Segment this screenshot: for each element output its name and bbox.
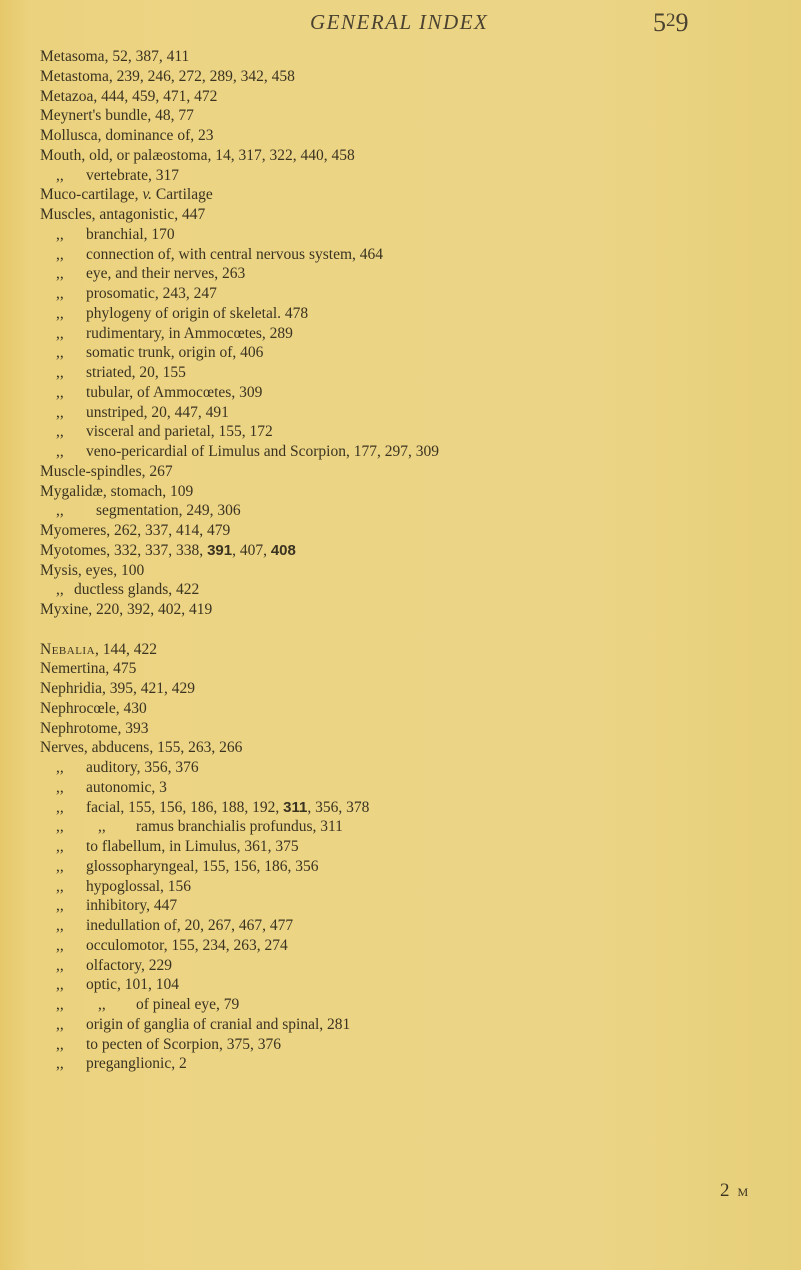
index-subentry: [40, 936, 760, 956]
ditto-mark: ,,: [56, 581, 64, 599]
index-entry: [40, 482, 760, 502]
index-subentry: [40, 1035, 760, 1055]
ditto-mark: ,,: [56, 838, 64, 855]
index-entry: [40, 679, 760, 699]
index-entry: [40, 185, 760, 205]
index-subentry: [40, 1015, 760, 1035]
ditto-mark: ,,: [56, 502, 64, 520]
index-entry: [40, 205, 760, 225]
index-entry: [40, 600, 760, 620]
running-head: GENERAL INDEX: [310, 10, 489, 34]
bold-page-reference: 408: [270, 541, 296, 559]
index-entry: [40, 561, 760, 581]
index-subentry: [40, 442, 760, 462]
index-subentry: [40, 403, 760, 423]
entry-text: Myotomes, 332, 337, 338,: [40, 541, 208, 559]
ditto-mark: ,,: [56, 324, 64, 342]
entry-text: glossopharyngeal, 155, 156, 186, 356: [86, 857, 319, 875]
entry-text: connection of, with central nervous system, 464: [86, 245, 384, 263]
ditto-mark: ,,: [56, 423, 64, 441]
index-entry: [40, 47, 760, 67]
index-subentry: [40, 422, 760, 442]
entry-text: auditory, 356, 376: [86, 759, 199, 776]
index-subentry: [40, 916, 760, 936]
entry-text: Muscles, antagonistic, 447: [40, 206, 206, 223]
ditto-mark: ,,: [56, 1055, 64, 1073]
section-gap: [40, 620, 760, 640]
ditto-mark: ,,: [56, 166, 64, 184]
entry-text: ductless glands, 422: [74, 581, 200, 599]
ditto-mark: ,,: [56, 304, 64, 322]
index-subentry: [40, 580, 760, 600]
entry-text: olfactory, 229: [86, 956, 172, 974]
index-subentry: [40, 817, 760, 837]
index-subentry: [40, 837, 760, 857]
index-subentry: [40, 857, 760, 877]
entry-text: Nephridia, 395, 421, 429: [40, 680, 195, 697]
ditto-mark: ,,: [56, 383, 64, 401]
ditto-mark: ,,: [56, 1015, 64, 1033]
entry-text: Mygalidæ, stomach, 109: [40, 482, 194, 500]
entry-text: Cartilage: [152, 186, 213, 204]
ditto-mark: ,,: [56, 245, 64, 263]
entry-text: striated, 20, 155: [86, 364, 186, 381]
index-entry: [40, 67, 760, 87]
page-number: [653, 8, 689, 38]
ditto-mark: ,,: [56, 996, 64, 1013]
entry-text: veno-pericardial of Limulus and Scorpion, 177, 297, 309: [86, 443, 439, 460]
index-subentry: [40, 284, 760, 304]
ditto-mark: ,,: [56, 344, 64, 362]
ditto-mark: ,,: [56, 798, 64, 816]
index-subentry: [40, 896, 760, 916]
index-subentry: [40, 995, 760, 1015]
entry-text: Metasoma, 52, 387, 411: [40, 48, 190, 65]
ditto-mark: ,,: [56, 976, 64, 994]
cross-reference-marker: v.: [142, 186, 153, 204]
index-subentry: [40, 877, 760, 897]
entry-text: Nemertina, 475: [40, 660, 137, 678]
entry-text: to flabellum, in Limulus, 361, 375: [86, 838, 299, 855]
entry-text: Mouth, old, or palæostoma, 14, 317, 322, 440, 458: [40, 146, 355, 164]
entry-text: inedullation of, 20, 267, 467, 477: [86, 917, 294, 934]
index-subentry: [40, 798, 760, 818]
index-subentry: [40, 324, 760, 344]
index-subentry: [40, 166, 760, 186]
entry-text: Mollusca, dominance of, 23: [40, 127, 214, 144]
ditto-mark-nested: ,,: [98, 996, 106, 1013]
page-number-digit: 2: [666, 10, 676, 31]
page-number-digit: 9: [675, 8, 689, 37]
entry-text: visceral and parietal, 155, 172: [86, 423, 273, 441]
ditto-mark: ,,: [56, 857, 64, 875]
index-subentry: [40, 758, 760, 778]
entry-text: segmentation, 249, 306: [96, 502, 241, 520]
index-entry: [40, 521, 760, 541]
entry-text: rudimentary, in Ammocœtes, 289: [86, 324, 293, 342]
index-entry: [40, 146, 760, 166]
entry-text: prosomatic, 243, 247: [86, 285, 217, 302]
index-subentry: [40, 363, 760, 383]
page-number-digit: 5: [653, 8, 666, 37]
entry-text: , 356, 378: [307, 798, 370, 816]
entry-text: ramus branchialis profundus, 311: [136, 818, 343, 836]
index-subentry: [40, 304, 760, 324]
entry-text: facial, 155, 156, 186, 188, 192,: [86, 798, 284, 816]
index-subentry: [40, 956, 760, 976]
ditto-mark: ,,: [56, 877, 64, 895]
ditto-mark: ,,: [56, 897, 64, 915]
ditto-mark: ,,: [56, 956, 64, 974]
index-subentry: [40, 225, 760, 245]
entry-text: Muco-cartilage,: [40, 186, 143, 204]
ditto-mark: ,,: [56, 285, 64, 302]
entry-text: Muscle-spindles, 267: [40, 462, 173, 480]
ditto-mark: ,,: [56, 759, 64, 776]
ditto-mark: ,,: [56, 443, 64, 460]
entry-text: vertebrate, 317: [86, 166, 179, 184]
index-subentry: [40, 383, 760, 403]
entry-text: branchial, 170: [86, 225, 175, 243]
ditto-mark: ,,: [56, 818, 64, 836]
ditto-mark: ,,: [56, 364, 64, 381]
index-entry: [40, 659, 760, 679]
ditto-mark: ,,: [56, 1035, 64, 1053]
entry-text: Myomeres, 262, 337, 414, 479: [40, 522, 231, 539]
entry-text: tubular, of Ammocœtes, 309: [86, 383, 263, 401]
signature-letter: M: [737, 1185, 749, 1199]
ditto-mark: ,,: [56, 225, 64, 243]
ditto-mark: ,,: [56, 265, 64, 283]
index-entry-list: [40, 47, 760, 1074]
ditto-mark: ,,: [56, 403, 64, 421]
entry-text: eye, and their nerves, 263: [86, 265, 246, 283]
index-subentry: [40, 245, 760, 265]
entry-text: Nephrotome, 393: [40, 719, 149, 737]
entry-text: Metastoma, 239, 246, 272, 289, 342, 458: [40, 67, 295, 85]
index-entry: [40, 126, 760, 146]
index-entry: [40, 541, 760, 561]
ditto-mark: ,,: [56, 917, 64, 934]
entry-text: , 407,: [232, 541, 271, 559]
index-entry: [40, 462, 760, 482]
entry-text: occulomotor, 155, 234, 263, 274: [86, 936, 288, 954]
entry-text: Nerves, abducens, 155, 263, 266: [40, 739, 243, 757]
entry-text: unstriped, 20, 447, 491: [86, 403, 229, 421]
ditto-mark-nested: ,,: [98, 818, 106, 836]
entry-text: origin of ganglia of cranial and spinal, 281: [86, 1015, 351, 1033]
ditto-mark: ,,: [56, 936, 64, 954]
index-entry: [40, 87, 760, 107]
signature-number: 2: [720, 1180, 730, 1201]
bold-page-reference: 391: [207, 541, 233, 559]
bold-page-reference: 311: [283, 798, 308, 816]
index-subentry: [40, 975, 760, 995]
entry-heading-smallcaps: Nebalia: [40, 640, 96, 658]
index-subentry: [40, 1054, 760, 1074]
entry-text: to pecten of Scorpion, 375, 376: [86, 1035, 282, 1053]
entry-text: Mysis, eyes, 100: [40, 561, 145, 579]
index-subentry: [40, 778, 760, 798]
entry-text: preganglionic, 2: [86, 1055, 187, 1073]
index-entry: [40, 640, 760, 660]
index-entry: [40, 106, 760, 126]
index-entry: [40, 699, 760, 719]
entry-text: optic, 101, 104: [86, 976, 179, 994]
entry-text: of pineal eye, 79: [136, 996, 240, 1013]
ditto-mark: ,,: [56, 778, 64, 796]
index-subentry: [40, 343, 760, 363]
index-entry: [40, 719, 760, 739]
entry-text: , 144, 422: [95, 640, 158, 658]
entry-text: Nephrocœle, 430: [40, 699, 147, 717]
index-entry: [40, 738, 760, 758]
entry-text: autonomic, 3: [86, 778, 167, 796]
index-subentry: [40, 501, 760, 521]
printer-signature-mark: [720, 1180, 748, 1202]
entry-text: Metazoa, 444, 459, 471, 472: [40, 87, 218, 105]
entry-text: hypoglossal, 156: [86, 877, 192, 895]
index-subentry: [40, 264, 760, 284]
entry-text: Meynert's bundle, 48, 77: [40, 107, 194, 125]
entry-text: somatic trunk, origin of, 406: [86, 344, 264, 362]
entry-text: Myxine, 220, 392, 402, 419: [40, 601, 213, 618]
entry-text: phylogeny of origin of skeletal. 478: [86, 304, 309, 322]
entry-text: inhibitory, 447: [86, 897, 178, 915]
